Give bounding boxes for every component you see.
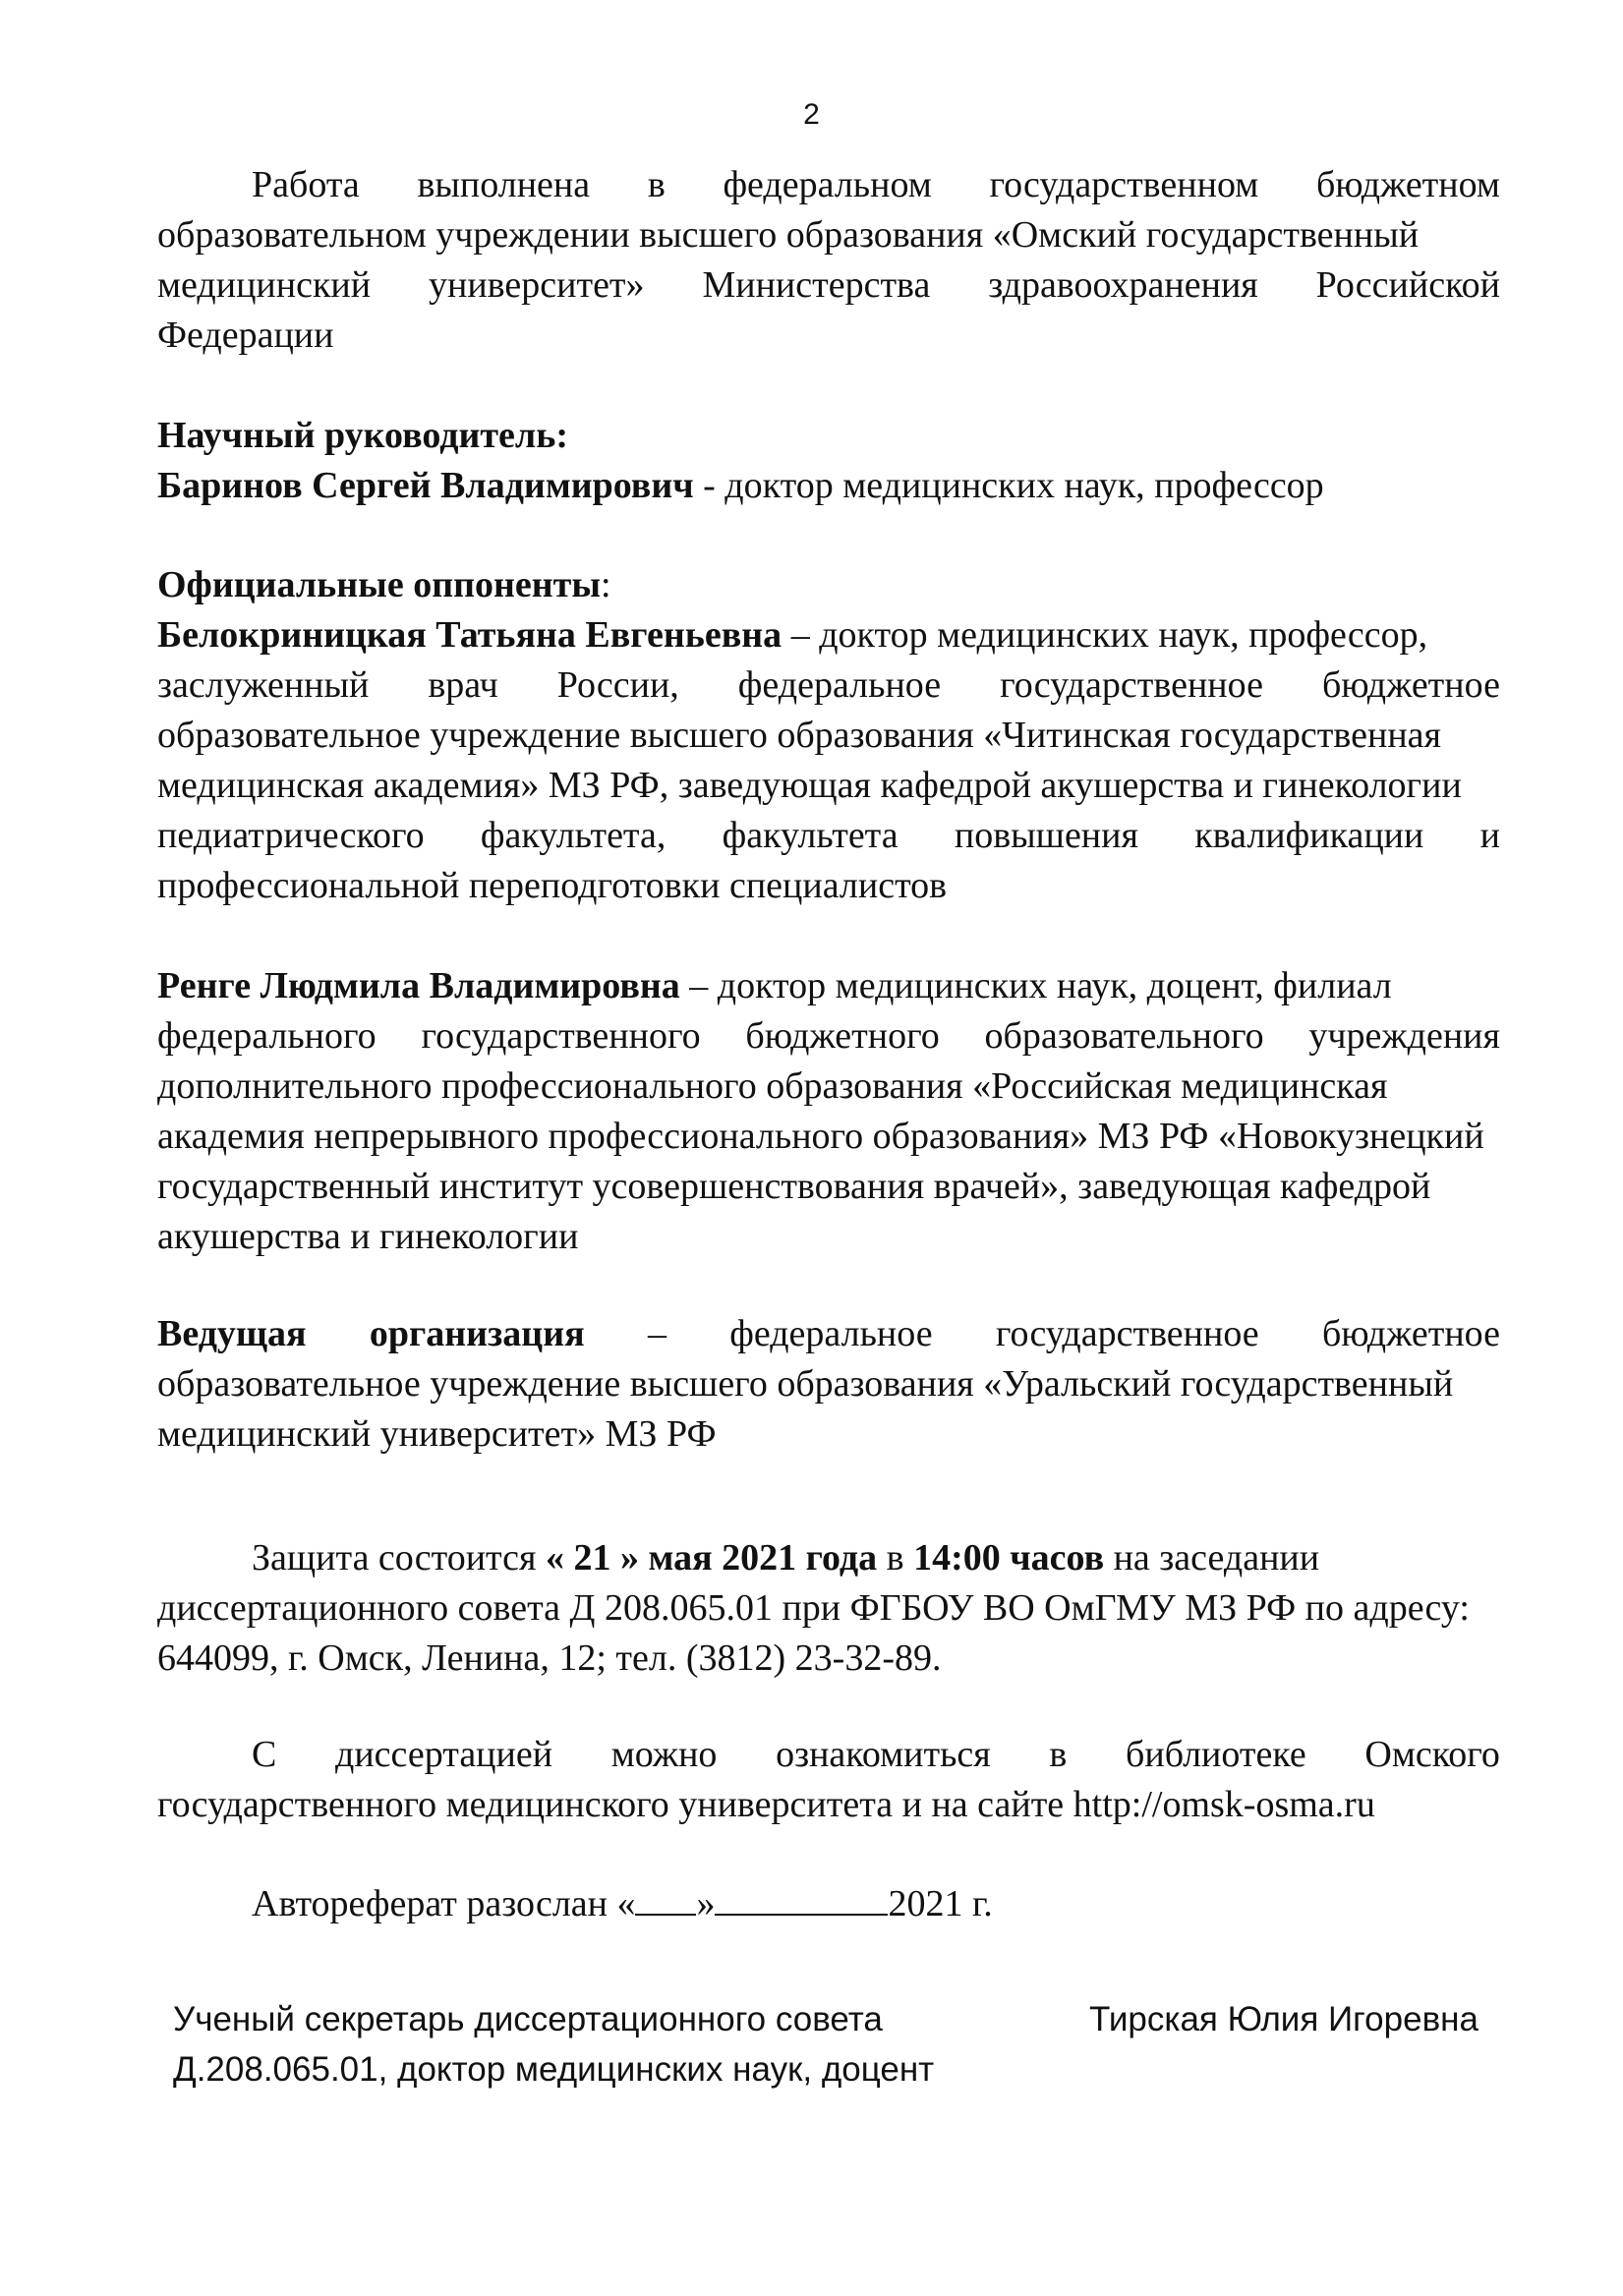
- word: можно: [610, 1734, 718, 1775]
- word: Работа: [252, 164, 360, 205]
- opponent-1-line-6: профессиональной переподготовки специалистов: [157, 865, 948, 906]
- opponent-2-line-5: государственный институт усовершенствования врачей», заведующая кафедрой: [157, 1166, 1431, 1207]
- word: федеральное: [729, 1313, 933, 1354]
- autoreferat-mid: »: [696, 1883, 716, 1924]
- secretary-line-1: Ученый секретарь диссертационного совета: [173, 2000, 883, 2038]
- intro-line-4: Федерации: [157, 315, 334, 356]
- library-section: [157, 1730, 1500, 1830]
- defense-section: [157, 1533, 1500, 1684]
- defense-suffix: на заседании: [1104, 1537, 1320, 1578]
- opponent-2-section: [157, 961, 1500, 1262]
- word: Министерства: [702, 264, 931, 306]
- word: в: [647, 164, 666, 205]
- supervisor-line: [157, 461, 1500, 511]
- opponents-section: [157, 560, 1500, 911]
- word: педиатрического: [157, 815, 425, 856]
- leading-org-label: организация: [369, 1313, 585, 1354]
- opponent-1-line-2: [157, 660, 1500, 711]
- defense-line-2: диссертационного совета Д 208.065.01 при ФГБОУ ВО ОмГМУ МЗ РФ по адресу:: [157, 1587, 1470, 1629]
- word: в: [1049, 1734, 1068, 1775]
- word: государственное: [1000, 664, 1263, 706]
- intro-paragraph: [157, 160, 1500, 361]
- opponent-1-line-1: [157, 610, 1500, 660]
- page-number: 2: [803, 98, 820, 131]
- defense-mid: в: [877, 1537, 914, 1578]
- word: федеральном: [723, 164, 932, 205]
- intro-line-3: [157, 260, 1500, 311]
- word: библиотеке: [1126, 1734, 1306, 1775]
- opponent-2-line-6: акушерства и гинекологии: [157, 1216, 579, 1257]
- library-line-1: [157, 1730, 1500, 1780]
- opponents-heading-line: [157, 560, 1500, 610]
- word: С: [252, 1734, 277, 1775]
- autoreferat-prefix: Автореферат разослан «: [252, 1883, 636, 1924]
- word: выполнена: [417, 164, 591, 205]
- word: врач: [428, 664, 498, 706]
- opponent-1-line-5: [157, 811, 1500, 861]
- word: федеральное: [737, 664, 942, 706]
- autoreferat-section: [157, 1879, 1500, 1929]
- opponent-2-line-3: дополнительного профессионального образования «Российская медицинская: [157, 1065, 1388, 1107]
- word: государственном: [989, 164, 1259, 205]
- secretary-name: Тирская Юлия Игоревна: [1089, 2000, 1478, 2038]
- word: бюджетное: [1321, 1313, 1500, 1354]
- word: заслуженный: [157, 664, 370, 706]
- word: учреждения: [1308, 1015, 1500, 1057]
- intro-line-2: образовательном учреждении высшего образования «Омский государственный: [157, 214, 1420, 256]
- leading-org-line-2: образовательное учреждение высшего образования «Уральский государственный: [157, 1363, 1454, 1405]
- opponent-1-line-4: медицинская академия» МЗ РФ, заведующая кафедрой акушерства и гинекологии: [157, 765, 1462, 806]
- supervisor-section: [157, 411, 1500, 511]
- word: факультета: [722, 815, 898, 856]
- leading-org-section: [157, 1309, 1500, 1460]
- opponent-2-line-4: академия непрерывного профессионального образования» МЗ РФ «Новокузнецкий: [157, 1116, 1484, 1157]
- word: образовательного: [984, 1015, 1264, 1057]
- defense-time: 14:00 часов: [913, 1537, 1105, 1578]
- supervisor-title: - доктор медицинских наук, профессор: [693, 465, 1324, 506]
- word: Российской: [1315, 264, 1500, 306]
- opponent-2-line-1: [157, 961, 1500, 1011]
- word: ознакомиться: [776, 1734, 991, 1775]
- word: бюджетном: [1315, 164, 1500, 205]
- word: здравоохранения: [988, 264, 1258, 306]
- intro-line-1: [157, 160, 1500, 210]
- word: квалификации: [1194, 815, 1424, 856]
- opponent-2-name: Ренге Людмила Владимировна: [157, 965, 680, 1006]
- opponent-1-title: – доктор медицинских наук, профессор,: [782, 614, 1428, 656]
- defense-date: « 21 » мая 2021 года: [545, 1537, 878, 1578]
- word: России,: [556, 664, 679, 706]
- secretary-line-2: Д.208.065.01, доктор медицинских наук, доцент: [173, 2050, 935, 2089]
- word: медицинский: [157, 264, 372, 306]
- leading-org-line-1: [157, 1309, 1500, 1359]
- heading-colon: :: [601, 564, 611, 605]
- autoreferat-suffix: 2021 г.: [888, 1883, 993, 1924]
- month-blank: [715, 1880, 888, 1916]
- defense-line-1: [157, 1533, 1500, 1583]
- opponent-2-title: – доктор медицинских наук, доцент, филиал: [679, 965, 1392, 1006]
- day-blank: [635, 1880, 696, 1916]
- opponent-2-line-2: [157, 1011, 1500, 1062]
- word: диссертацией: [335, 1734, 553, 1775]
- word: государственное: [995, 1313, 1259, 1354]
- word: бюджетного: [745, 1015, 940, 1057]
- word: государственного: [421, 1015, 701, 1057]
- word: повышения: [954, 815, 1138, 856]
- leading-org-line-3: медицинский университет» МЗ РФ: [157, 1413, 717, 1455]
- secretary-block: [173, 1994, 934, 2095]
- library-line-2: государственного медицинского университета и на сайте http://omsk-osma.ru: [157, 1784, 1375, 1825]
- word: и: [1479, 815, 1500, 856]
- word: федерального: [157, 1015, 377, 1057]
- word: факультета,: [480, 815, 667, 856]
- defense-line-3: 644099, г. Омск, Ленина, 12; тел. (3812) 23-32-89.: [157, 1637, 942, 1679]
- opponents-heading: Официальные оппоненты: [157, 564, 601, 605]
- word: –: [647, 1313, 667, 1354]
- opponent-1-line-3: образовательное учреждение высшего образования «Читинская государственная: [157, 715, 1442, 756]
- supervisor-heading: Научный руководитель:: [157, 415, 568, 456]
- opponent-1-name: Белокриницкая Татьяна Евгеньевна: [157, 614, 783, 656]
- word: бюджетное: [1321, 664, 1500, 706]
- defense-prefix: Защита состоится: [252, 1537, 546, 1578]
- autoreferat-line: [157, 1879, 1500, 1929]
- word: университет»: [429, 264, 645, 306]
- supervisor-name: Баринов Сергей Владимирович: [157, 465, 694, 506]
- leading-org-label: Ведущая: [157, 1313, 307, 1354]
- word: Омского: [1364, 1734, 1500, 1775]
